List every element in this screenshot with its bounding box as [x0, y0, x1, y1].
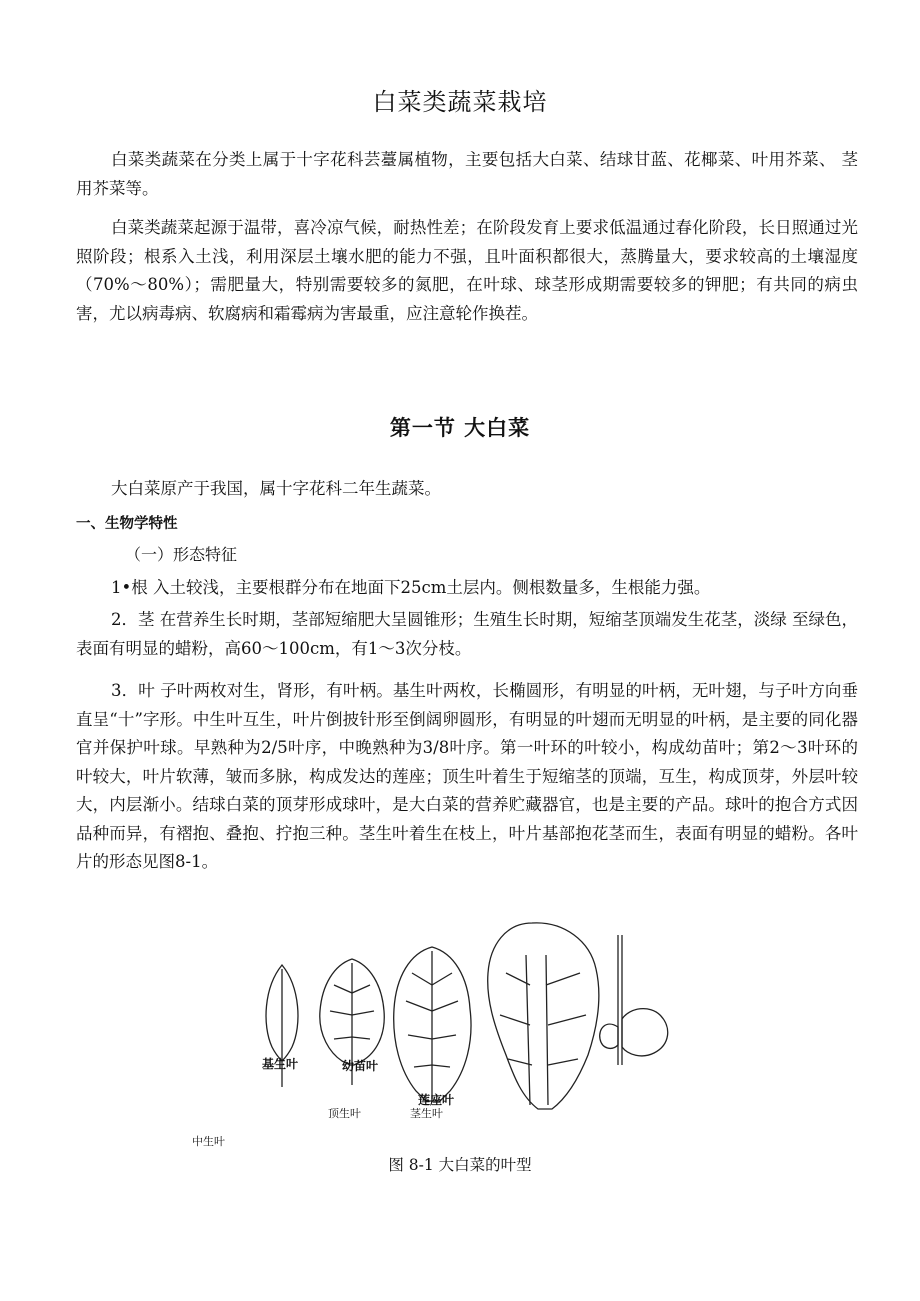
figure-caption: 图 8-1 大白菜的叶型: [388, 1156, 532, 1174]
label-basal-leaf: 基生叶: [262, 1057, 299, 1071]
rosette-leaf-drawing: [394, 947, 471, 1101]
intro-paragraph-1: 白菜类蔬菜在分类上属于十字花科芸薹属植物，主要包括大白菜、结球甘蓝、花椰菜、叶用芥菜、 茎用芥菜等。: [76, 150, 858, 198]
section-title: 第一节 大白菜: [389, 416, 531, 440]
page-title: 白菜类蔬菜栽培: [372, 88, 548, 116]
label-seedling-leaf: 幼苗叶: [342, 1059, 379, 1073]
label-stem-leaf: 茎生叶: [410, 1107, 443, 1120]
label-top-leaf: 顶生叶: [328, 1107, 361, 1120]
stem-leaf-drawing: [600, 935, 668, 1065]
label-middle-leaf: 中生叶: [192, 1135, 225, 1148]
intro-paragraph-2: 白菜类蔬菜起源于温带，喜冷凉气候，耐热性差；在阶段发育上要求低温通过春化阶段，长日照通过光照阶段；根系入土浅，利用深层土壤水肥的能力不强，且叶面积都很大，蒸腾量大，要求较高的土壤湿度（70%〜80%）；需肥量大，特别需要较多的氮肥，在叶球、球茎形成期需要较多的钾肥；有共同的病虫害，尤以病毒病、软腐病和霜霉病为害最重，应注意轮作换茬。: [76, 218, 858, 323]
top-leaf-drawing: [488, 923, 599, 1109]
section-intro: 大白菜原产于我国，属十字花科二年生蔬菜。: [111, 479, 441, 498]
label-rosette-leaf: 莲座叶: [418, 1093, 455, 1107]
item-stem: 2．茎 在营养生长时期，茎部短缩肥大呈圆锥形；生殖生长时期，短缩茎顶端发生花茎，淡绿 至绿色，表面有明显的蜡粉，高60〜100cm，有1〜3次分枝。: [76, 610, 858, 658]
leaf-type-figure: [250, 915, 690, 1120]
heading-morphology: （一）形态特征: [125, 545, 238, 564]
item-leaf: 3．叶 子叶两枚对生，肾形，有叶柄。基生叶两枚，长椭圆形，有明显的叶柄，无叶翅，与子叶方向垂直呈“十”字形。中生叶互生，叶片倒披针形至倒阔卵圆形，有明显的叶翅而无明显的叶柄，是主要的同化器官并保护叶球。早熟种为2/5叶序，中晚熟种为3/8叶序。第一叶环的叶较小，构成幼苗叶；第2〜3叶环的叶较大，叶片软薄，皱而多脉，构成发达的莲座；顶生叶着生于短缩茎的顶端，互生，构成顶芽，外层叶较大，内层渐小。结球白菜的顶芽形成球叶，是大白菜的营养贮藏器官，也是主要的产品。球叶的抱合方式因品种而异，有褶抱、叠抱、拧抱三种。茎生叶着生在枝上，叶片基部抱花茎而生，表面有明显的蜡粉。各叶片的形态见图8-1。: [76, 681, 858, 871]
heading-biology: 一、生物学特性: [76, 516, 178, 532]
item-root: 1•根 入土较浅，主要根群分布在地面下25cm土层内。侧根数量多，生根能力强。: [111, 578, 711, 597]
leaf-illustration: [250, 915, 690, 1120]
